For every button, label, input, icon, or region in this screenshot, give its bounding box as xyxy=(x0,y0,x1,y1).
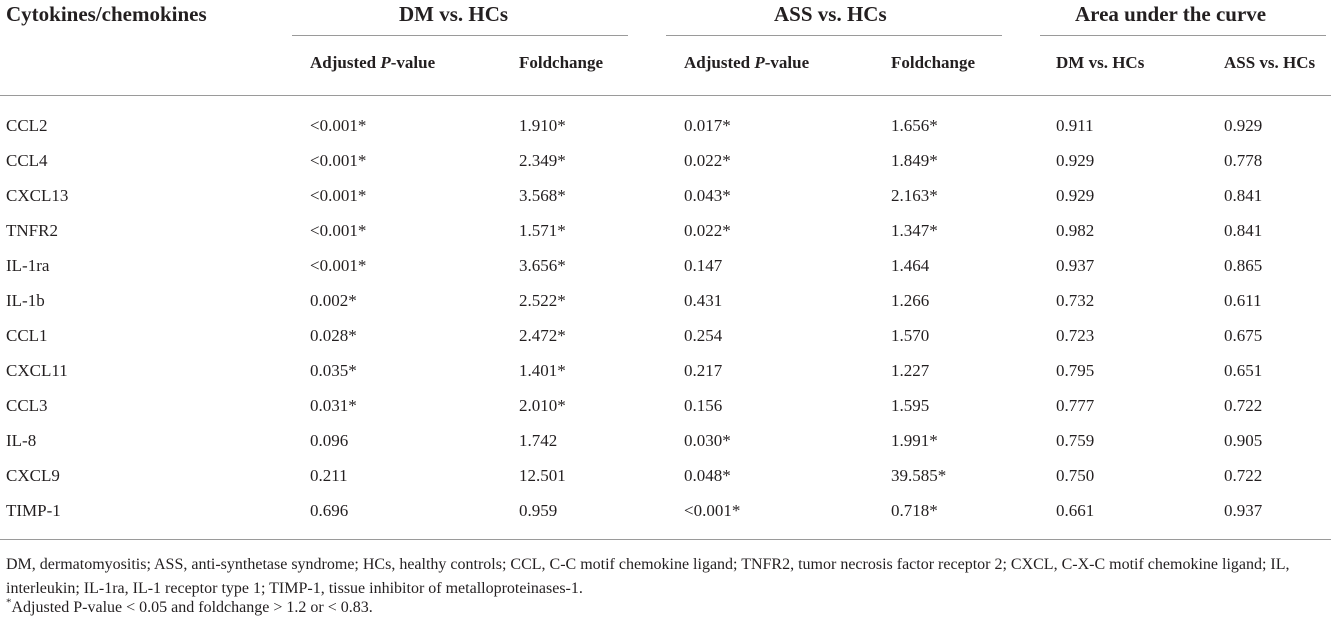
cell-dm-p: <0.001* xyxy=(310,151,367,170)
header-auc-dm: DM vs. HCs xyxy=(1056,53,1145,72)
cell-ass-p: 0.017* xyxy=(684,116,731,135)
cell-dm-fc: 2.522* xyxy=(519,291,566,310)
table-row xyxy=(0,256,1331,291)
cell-dm-p: 0.035* xyxy=(310,361,357,380)
cell-auc-dm: 0.982 xyxy=(1056,221,1095,240)
cell-dm-p: 0.028* xyxy=(310,326,357,345)
cell-ass-p: 0.147 xyxy=(684,256,723,275)
rule-header xyxy=(0,95,1331,96)
cell-dm-p: <0.001* xyxy=(310,256,367,275)
cell-name: CCL2 xyxy=(6,116,48,135)
cell-ass-p: 0.022* xyxy=(684,221,731,240)
cell-dm-fc: 2.010* xyxy=(519,396,566,415)
cell-dm-fc: 0.959 xyxy=(519,501,558,520)
cell-ass-fc: 0.718* xyxy=(891,501,938,520)
cell-name: CCL3 xyxy=(6,396,48,415)
cell-auc-ass: 0.675 xyxy=(1224,326,1263,345)
table-row xyxy=(0,326,1331,361)
significance-footnote xyxy=(6,598,373,618)
cell-name: CXCL11 xyxy=(6,361,68,380)
cell-dm-fc: 3.656* xyxy=(519,256,566,275)
cell-ass-fc: 1.464 xyxy=(891,256,930,275)
table-row xyxy=(0,361,1331,396)
table-row xyxy=(0,151,1331,186)
cell-ass-p: 0.030* xyxy=(684,431,731,450)
cell-name: CCL1 xyxy=(6,326,48,345)
cell-dm-fc: 2.472* xyxy=(519,326,566,345)
asterisk-mark: * xyxy=(6,596,12,609)
abbreviations-footnote: DM, dermatomyositis; ASS, anti-synthetase syndrome; HCs, healthy controls; CCL, C-C motif chemokine ligand; TNFR2, tumor necrosis factor receptor 2; CXCL, C-X-C motif chemokine ligand; IL, interleukin; IL-1ra, IL-1 receptor type 1; TIMP-1, tissue inhibitor of metalloproteinases-1. xyxy=(6,556,1290,597)
cell-auc-ass: 0.865 xyxy=(1224,256,1263,275)
cell-ass-p: 0.156 xyxy=(684,396,723,415)
cell-auc-ass: 0.722 xyxy=(1224,396,1263,415)
cell-name: IL-1b xyxy=(6,291,45,310)
header-ass-adjusted-p: Adjusted P-value xyxy=(684,53,810,72)
cell-ass-fc: 1.266 xyxy=(891,291,930,310)
header-auc-ass: ASS vs. HCs xyxy=(1224,53,1316,72)
cell-auc-dm: 0.777 xyxy=(1056,396,1095,415)
cell-dm-p: 0.211 xyxy=(310,466,348,485)
cell-dm-fc: 2.349* xyxy=(519,151,566,170)
cell-ass-fc: 1.595 xyxy=(891,396,930,415)
cell-dm-p: <0.001* xyxy=(310,116,367,135)
cell-auc-ass: 0.651 xyxy=(1224,361,1263,380)
header-dm-adjusted-p: Adjusted P-value xyxy=(310,53,436,72)
significance-text: Adjusted P-value < 0.05 and foldchange > 1.2 or < 0.83. xyxy=(11,599,373,616)
cell-ass-fc: 1.227 xyxy=(891,361,930,380)
cell-dm-fc: 3.568* xyxy=(519,186,566,205)
rule-bottom xyxy=(0,539,1331,540)
header-ass-foldchange: Foldchange xyxy=(891,53,976,72)
cell-name: CXCL13 xyxy=(6,186,69,205)
cell-dm-fc: 1.910* xyxy=(519,116,566,135)
rule-dm xyxy=(292,35,628,36)
cell-auc-dm: 0.723 xyxy=(1056,326,1095,345)
cell-auc-ass: 0.611 xyxy=(1224,291,1262,310)
cell-name: TIMP-1 xyxy=(6,501,61,520)
cell-auc-ass: 0.841 xyxy=(1224,221,1263,240)
cell-auc-dm: 0.750 xyxy=(1056,466,1095,485)
cell-dm-p: 0.002* xyxy=(310,291,357,310)
cell-dm-p: 0.696 xyxy=(310,501,349,520)
cell-dm-p: <0.001* xyxy=(310,221,367,240)
header-group-dm: DM vs. HCs xyxy=(399,2,509,26)
cell-auc-dm: 0.795 xyxy=(1056,361,1095,380)
cell-auc-ass: 0.937 xyxy=(1224,501,1263,520)
table-row xyxy=(0,186,1331,221)
cell-dm-p: 0.096 xyxy=(310,431,349,450)
cell-auc-dm: 0.759 xyxy=(1056,431,1095,450)
cell-auc-ass: 0.778 xyxy=(1224,151,1263,170)
cell-ass-p: 0.254 xyxy=(684,326,723,345)
cell-name: IL-8 xyxy=(6,431,37,450)
cell-auc-ass: 0.722 xyxy=(1224,466,1263,485)
rule-ass xyxy=(666,35,1002,36)
cell-dm-fc: 1.571* xyxy=(519,221,566,240)
table-row xyxy=(0,221,1331,256)
table-row xyxy=(0,501,1331,536)
table-row xyxy=(0,466,1331,501)
cell-dm-p: <0.001* xyxy=(310,186,367,205)
header-group-auc: Area under the curve xyxy=(1075,2,1267,26)
table-row xyxy=(0,431,1331,466)
cell-ass-p: 0.022* xyxy=(684,151,731,170)
cell-ass-p: 0.048* xyxy=(684,466,731,485)
cell-ass-fc: 1.991* xyxy=(891,431,938,450)
cell-auc-dm: 0.911 xyxy=(1056,116,1094,135)
cell-ass-p: 0.431 xyxy=(684,291,723,310)
header-group-ass: ASS vs. HCs xyxy=(774,2,887,26)
cell-auc-dm: 0.661 xyxy=(1056,501,1095,520)
cell-dm-fc: 1.742 xyxy=(519,431,558,450)
cell-ass-fc: 1.347* xyxy=(891,221,938,240)
cell-name: IL-1ra xyxy=(6,256,50,275)
rule-auc xyxy=(1040,35,1326,36)
cell-ass-p: <0.001* xyxy=(684,501,741,520)
table-row xyxy=(0,291,1331,326)
cell-auc-ass: 0.841 xyxy=(1224,186,1263,205)
cell-auc-dm: 0.929 xyxy=(1056,186,1095,205)
cell-auc-dm: 0.732 xyxy=(1056,291,1095,310)
cell-auc-dm: 0.929 xyxy=(1056,151,1095,170)
cell-ass-fc: 39.585* xyxy=(891,466,947,485)
cell-auc-dm: 0.937 xyxy=(1056,256,1095,275)
cell-ass-p: 0.043* xyxy=(684,186,731,205)
cell-auc-ass: 0.929 xyxy=(1224,116,1263,135)
cell-name: CCL4 xyxy=(6,151,48,170)
header-cytokines: Cytokines/chemokines xyxy=(6,2,207,26)
cell-dm-p: 0.031* xyxy=(310,396,357,415)
cell-ass-fc: 1.570 xyxy=(891,326,930,345)
cell-dm-fc: 12.501 xyxy=(519,466,566,485)
table-row xyxy=(0,396,1331,431)
cell-dm-fc: 1.401* xyxy=(519,361,566,380)
cell-auc-ass: 0.905 xyxy=(1224,431,1263,450)
cell-ass-fc: 2.163* xyxy=(891,186,938,205)
cell-ass-fc: 1.849* xyxy=(891,151,938,170)
cell-name: TNFR2 xyxy=(6,221,58,240)
cell-ass-fc: 1.656* xyxy=(891,116,938,135)
header-dm-foldchange: Foldchange xyxy=(519,53,604,72)
cell-ass-p: 0.217 xyxy=(684,361,723,380)
cell-name: CXCL9 xyxy=(6,466,60,485)
table-row xyxy=(0,116,1331,151)
